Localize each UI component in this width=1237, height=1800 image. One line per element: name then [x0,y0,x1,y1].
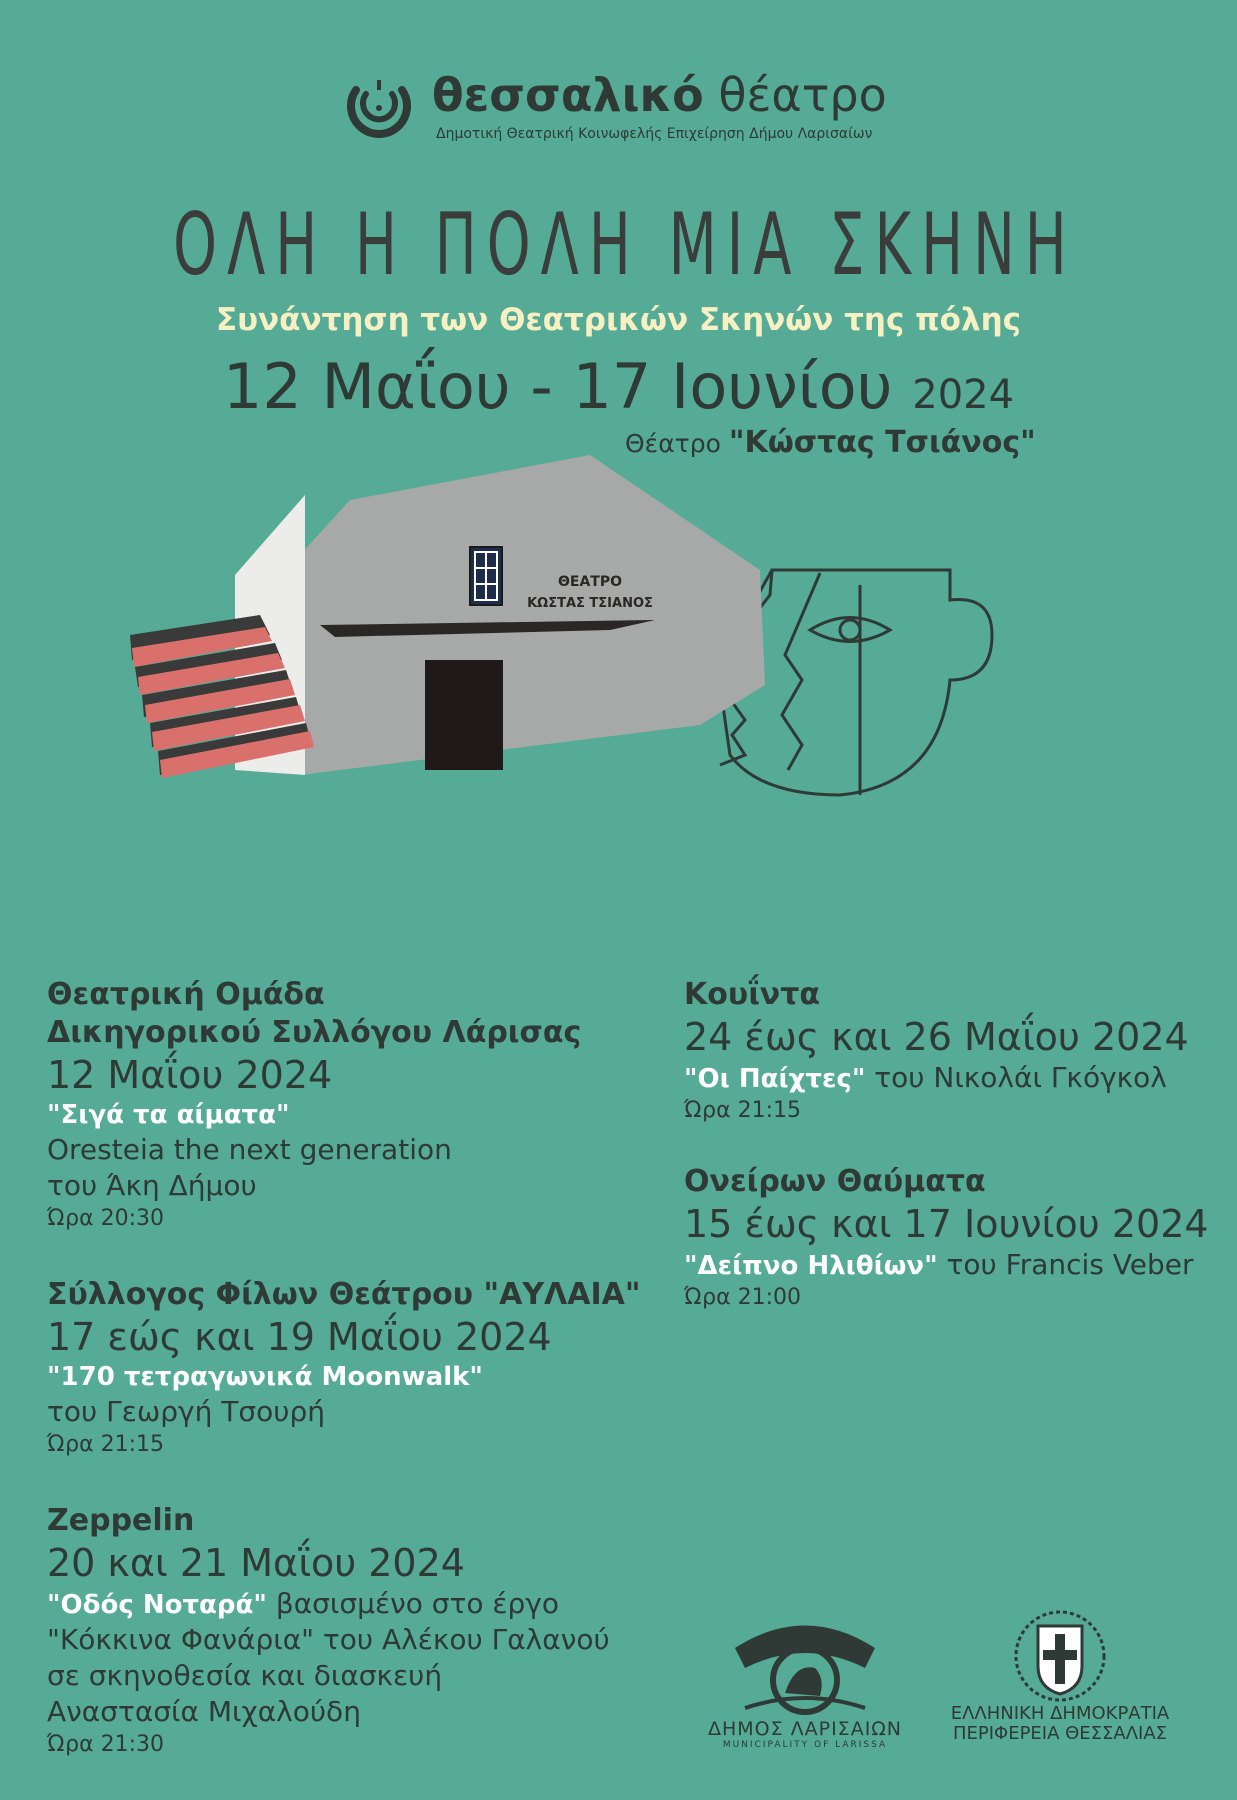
event-organizer: Κουΐντα [684,977,820,1012]
event-time: Ώρα 21:30 [47,1732,165,1757]
event-organizer: Θεατρική Ομάδα [47,977,325,1012]
header-logo [346,68,906,148]
event-date: 20 και 21 Μαΐου 2024 [47,1541,465,1585]
event-organizer: Ονείρων Θαύματα [684,1164,986,1199]
venue-prefix: Θέατρο [625,429,721,458]
event-title: "Οδός Νοταρά" βασισμένο στο έργο [47,1587,559,1620]
brand-name: θεσσαλικό θέατρο [432,68,887,122]
event-title: "170 τετραγωνικά Moonwalk" [47,1362,483,1392]
event-time: Ώρα 21:15 [684,1098,802,1123]
venue-name: "Κώστας Τσιάνος" [728,425,1036,460]
event-title: "Σιγά τα αίματα" [47,1100,290,1130]
event-description: "Κόκκινα Φανάρια" του Αλέκου Γαλανού [47,1623,610,1656]
event-organizer-line-2: Δικηγορικού Συλλόγου Λάρισας [47,1015,582,1050]
event-organizer: Σύλλογος Φίλων Θεάτρου "ΑΥΛΑΙΑ" [47,1277,641,1312]
sign-line-2: ΚΩΣΤΑΣ ΤΣΙΑΝΟΣ [527,596,653,611]
event-date: 15 έως και 17 Ιουνίου 2024 [684,1202,1209,1246]
region-line-2: ΠΕΡΙΦΕΡΕΙΑ ΘΕΣΣΑΛΙΑΣ [952,1723,1168,1744]
municipality-name-en: MUNICIPALITY OF LARISSA [722,1740,888,1750]
brand-subtitle: Δημοτική Θεατρική Κοινωφελής Επιχείρηση Δήμου Λαρισαίων [436,126,873,142]
event-5 [684,1163,1224,1313]
greek-coat-of-arms-icon [1012,1608,1108,1704]
event-author: του Άκη Δήμου [47,1169,257,1202]
poster-title: ΟΛΗ Η ΠΟΛΗ ΜΙΑ ΣΚΗΝΗ [173,195,1077,295]
region-line-1: ΕΛΛΗΝΙΚΗ ΔΗΜΟΚΡΑΤΙΑ [950,1703,1170,1724]
event-date: 24 έως και 26 Μαΐου 2024 [684,1015,1189,1059]
event-time: Ώρα 20:30 [47,1206,165,1231]
festival-dates [0,350,1237,423]
theatre-mask-logo-icon [346,72,412,138]
event-4 [684,976,1224,1126]
event-director: Αναστασία Μιχαλούδη [47,1695,361,1728]
event-2 [47,1276,687,1460]
theatre-building [235,455,765,775]
municipality-emblem-icon [725,1608,885,1718]
event-date: 17 εώς και 19 Μαΐου 2024 [47,1315,552,1359]
event-title: "Οι Παίχτες" του Νικολάι Γκόγκολ [684,1061,1167,1094]
event-title: "Δείπνο Ηλιθίων" του Francis Veber [684,1248,1194,1281]
municipality-name: ΔΗΜΟΣ ΛΑΡΙΣΑΙΩΝ [707,1718,903,1740]
event-1 [47,976,667,1234]
theatre-illustration [120,455,1020,875]
event-3 [47,1502,687,1760]
date-year: 2024 [912,372,1015,418]
event-description-2: σε σκηνοθεσία και διασκευή [47,1659,443,1692]
event-time: Ώρα 21:00 [684,1285,802,1310]
event-time: Ώρα 21:15 [47,1432,165,1457]
event-date: 12 Μαΐου 2024 [47,1053,333,1097]
event-author: του Γεωργή Τσουρή [47,1395,325,1428]
event-organizer: Zeppelin [47,1503,195,1538]
municipality-logo [700,1608,910,1758]
region-logo [930,1608,1190,1758]
event-description: Oresteia the next generation [47,1133,452,1166]
date-range: 12 Μαΐου - 17 Ιουνίου [222,350,893,423]
sign-line-1: ΘΕΑΤΡΟ [557,574,623,590]
poster-subtitle: Συνάντηση των Θεατρικών Σκηνών της πόλης [215,302,1022,338]
